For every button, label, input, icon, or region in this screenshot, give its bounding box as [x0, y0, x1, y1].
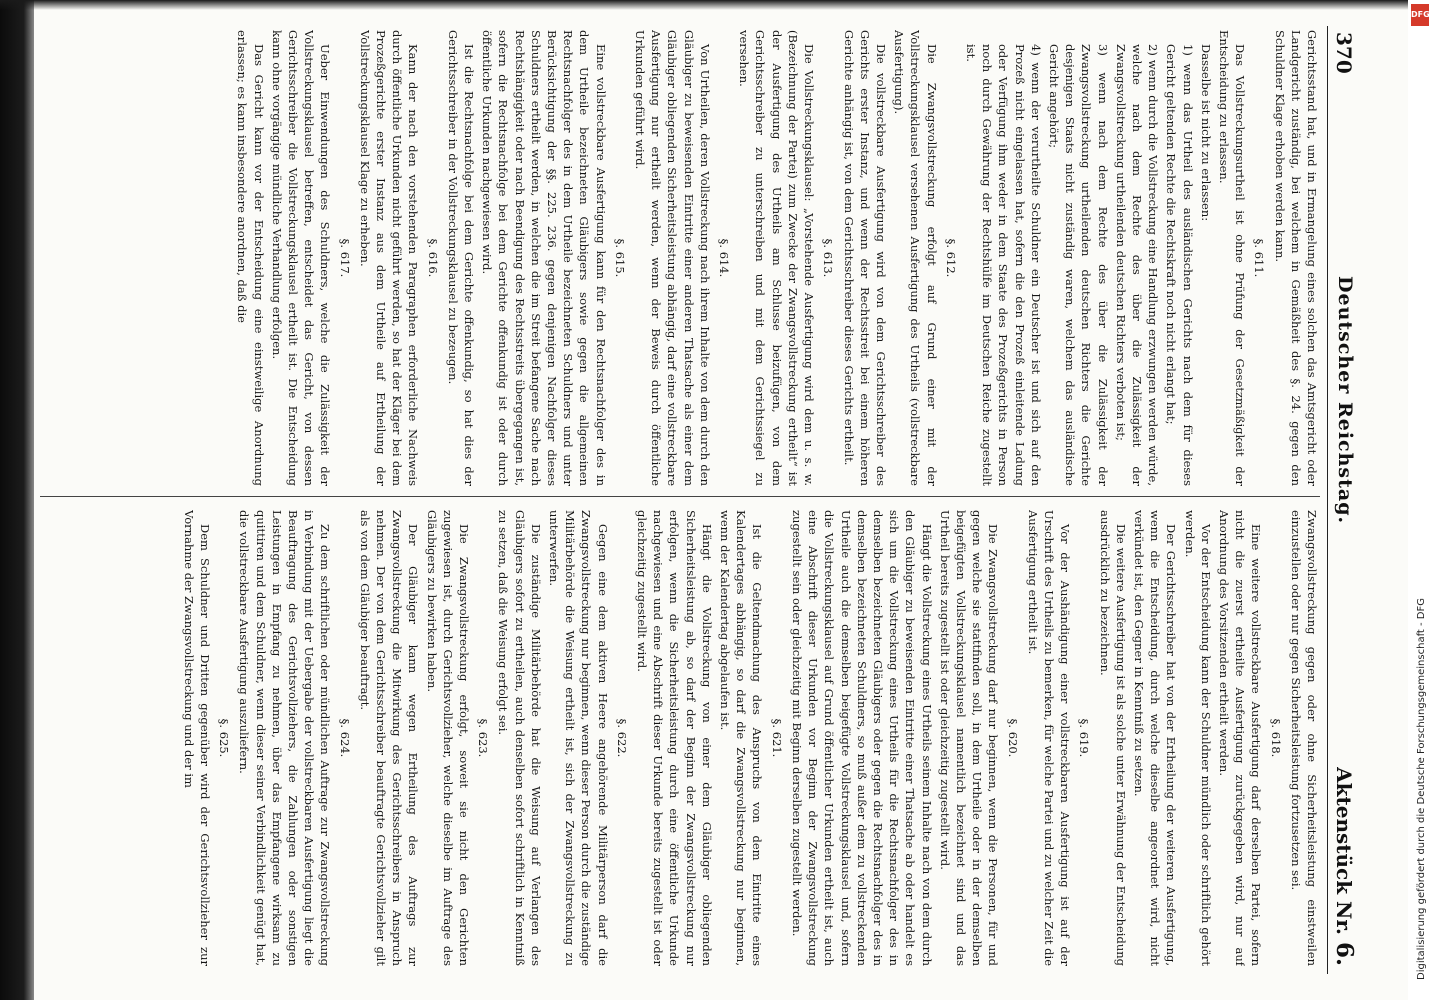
section-heading: §. 623.	[476, 718, 491, 758]
dfg-logo: DFG	[1411, 4, 1429, 26]
paragraph: Die Zwangsvollstreckung erfolgt, soweit sie nicht den Gerichten zugewiesen ist, durch Gerichtsvollzieher, welche dieselbe im Auftrage des Gläubigers zu bewirken haben.	[424, 510, 472, 966]
section-heading: §. 614.	[717, 238, 732, 278]
paragraph: Die vollstreckbare Ausfertigung wird von dem Gerichtsschreiber des Gerichts erster Instanz, und wenn der Rechtsstreit bei einem höheren Gerichte anhängig ist, von dem Gerichtsschreiber dieses Gerichts ertheilt.	[841, 30, 888, 486]
paragraph: Ist die Rechtsnachfolge bei dem Gerichte offenkundig, so hat dies der Gerichtsschreiber in der Vollstreckungsklausel zu bezeugen.	[445, 30, 477, 486]
paragraph: Gerichtsstand hat, und in Ermangelung eines solchen das Amtsgericht oder Landgericht zuständig, bei welchem in Gemäßheit des §. 24. gegen den Schuldner Klage erhoben werden kann.	[1272, 30, 1319, 486]
left-column	[40, 30, 1320, 486]
page-frame	[34, 26, 1364, 974]
paragraph: Gegen eine dem aktiven Heere angehörende Militärperson darf die Zwangsvollstreckung nur beginnen, wenn dieser Person durch die zuständige Militärbehörde die Weisung ertheilt ist, sich der Zwangsvollstreckung zu unterwerfen.	[547, 510, 610, 966]
document-number	[1331, 767, 1358, 966]
list-item: 2) wenn durch die Vollstreckung eine Handlung erzwungen werden würde, welche nach dem Rechte des über die Zulässigkeit der Zwangsvollstreckung urtheilenden deutschen Richters verboten ist;	[1113, 44, 1161, 486]
attribution-text: Digitalisierung gefördert durch die Deutsche Forschungsgemeinschaft - DFG	[1416, 597, 1427, 980]
paragraph: Das Gericht kann vor der Entscheidung eine einstweilige Anordnung erlassen; es kann insbesondere anordnen, daß die	[235, 30, 266, 486]
section-heading: §. 616.	[425, 238, 440, 278]
section-heading: §. 625.	[217, 718, 232, 758]
document-number-value: 6.	[1331, 941, 1358, 966]
paragraph: Von Urtheilen, deren Vollstreckung nach ihrem Inhalte von dem durch den Gläubiger zu beweisenden Eintritte einer anderen Thatsache als einer dem Gläubiger obliegenden Sicherheitsleistung abhängig, darf eine vollstreckbare Ausfertigung nur ertheilt werden, wenn der Beweis durch öffentliche Urkunden geführt wird.	[633, 30, 712, 486]
paragraph: Ueber Einwendungen des Schuldners, welche die Zulässigkeit der Vollstreckungsklausel betreffen, entscheidet das Gericht, von dessen Gerichtsschreiber die Vollstreckungsklausel ertheilt ist. Die Entscheidung kann ohne vorgängige mündliche Verhandlung erfolgen.	[269, 30, 333, 486]
paragraph: Vor der Aushändigung einer vollstreckbaren Ausfertigung ist auf der Urschrift des Urtheils zu bemerken, für welche Partei und zu welcher Zeit die Ausfertigung ertheilt ist.	[1025, 510, 1073, 966]
paragraph: Zwangsvollstreckung gegen oder ohne Sicherheitsleistung einstweilen einzustellen oder nur gegen Sicherheitsleistung fortzusetzen sei.	[1288, 510, 1319, 966]
paragraph: Eine weitere vollstreckbare Ausfertigung darf derselben Partei, sofern nicht die zuerst ertheilte Ausfertigung zurückgegeben wird, nur auf Anordnung des Vorsitzenden ertheilt werden.	[1216, 510, 1264, 966]
paragraph: Der Gläubiger kann wegen Ertheilung des Auftrags zur Zwangsvollstreckung die Mitwirkung des Gerichtsschreibers in Anspruch nehmen. Der von dem Gerichtsschreiber beauftragte Gerichtsvollzieher gilt als von dem Gläubiger beauftragt.	[357, 510, 421, 966]
paragraph: Eine vollstreckbare Ausfertigung kann für den Rechtsnachfolger des in dem Urtheile bezeichneten Gläubigers sowie gegen die allgemeinen Rechtsnachfolger des in dem Urtheile bezeichneten Schuldners und unter Berücksichtigung der §§. 225. 236. gegen denjenigen Nachfolger dieses Schuldners ertheilt werden, in welchen die im Streit befangene Sache nach Rechtshängigkeit oder nach Beendigung des Rechtsstreits übergegangen ist, sofern die Rechtsnachfolge bei dem Gerichte offenkundig ist oder durch öffentliche Urkunden nachgewiesen wird.	[480, 30, 608, 486]
section-heading: §. 615.	[612, 238, 627, 278]
paragraph: Ist die Geltendmachung des Anspruchs von dem Eintritte eines Kalendertages abhängig, so darf die Zwangsvollstreckung nur beginnen, wenn der Kalendertag abgelaufen ist.	[718, 510, 765, 966]
paragraph: Hängt die Vollstreckung von einer dem Gläubiger obliegenden Sicherheitsleistung ab, so darf der Beginn der Zwangsvollstreckung nur erfolgen, wenn die Sicherheitsleistung durch eine öffentliche Urkunde nachgewiesen und eine Abschrift dieser Urkunde bereits zugestellt ist oder gleichzeitig zugestellt wird.	[635, 510, 714, 966]
page-number: 370	[1332, 32, 1356, 74]
section-heading: §. 613.	[821, 238, 836, 278]
section-heading: §. 624.	[337, 718, 352, 758]
section-heading: §. 621.	[769, 718, 784, 758]
paragraph: Zu dem schriftlichen oder mündlichen Auftrage zur Zwangsvollstreckung in Verbindung mit der Uebergabe der vollstreckbaren Ausfertigung liegt die Beauftragung des Gerichtsvollziehers, die Zahlungen oder sonstigen Leistungen in Empfang zu nehmen, über das Empfangene wirksam zu quittiren und dem Schuldner, wenn dieser seiner Verbindlichkeit genügt hat, die vollstreckbare Ausfertigung auszuliefern.	[237, 510, 333, 966]
section-heading: §. 618.	[1268, 718, 1283, 758]
section-heading: §. 619.	[1077, 718, 1092, 758]
paragraph: Die Zwangsvollstreckung erfolgt auf Grund einer mit der Vollstreckungsklausel versehenen Ausfertigung des Urtheils (vollstreckbare Ausfertigung).	[892, 30, 939, 486]
paragraph: Die zuständige Militärbehörde hat die Weisung auf Verlangen des Gläubigers sofort zu ertheilen, auch denselben sofort schriftlich in Kenntniß zu setzen, daß die Weisung erfolgt sei.	[496, 510, 543, 966]
paragraph: Dasselbe ist nicht zu erlassen:	[1198, 44, 1213, 222]
paragraph: Kann der nach den vorstehenden Paragraphen erforderliche Nachweis durch öffentliche Urkunden nicht geführt werden, so hat der Kläger bei dem Prozeßgerichte erster Instanz aus dem Urtheile auf Ertheilung der Vollstreckungsklausel Klage zu erheben.	[357, 30, 421, 486]
paragraph: Der Gerichtsschreiber hat von der Ertheilung der weiteren Ausfertigung, wenn die Entscheidung, durch welche dieselbe angeordnet wird, nicht verkündet ist, den Gegner in Kenntniß zu setzen.	[1131, 510, 1179, 966]
paragraph: Dem Schuldner und Dritten gegenüber wird der Gerichtsvollzieher zur Vornahme der Zwangsvollstreckung und der im	[181, 510, 212, 966]
paragraph: Die Vollstreckungsklausel: „Vorstehende Ausfertigung wird dem u. s. w. (Bezeichnung der Partei) zum Zwecke der Zwangsvollstreckung ertheilt“ ist der Ausfertigung des Urtheils am Schlusse beizufügen, von dem Gerichtsschreiber zu unterschreiben und mit dem Gerichtssiegel zu versehen.	[737, 30, 817, 486]
section-heading: §. 612.	[943, 238, 958, 278]
section-heading: §. 611.	[1252, 238, 1267, 278]
page-header	[1327, 26, 1364, 974]
list-item: 4) wenn der verurtheilte Schuldner ein Deutscher ist und sich auf den Prozeß nicht eingelassen hat, sofern die den Prozeß einleitende Ladung oder Verfügung ihm weder in dem Staate des Prozeßgerichts in Person noch durch Gewährung der Rechtshülfe im Deutschen Reiche zugestellt ist.	[963, 44, 1043, 486]
paragraph: Vor der Entscheidung kann der Schuldner mündlich oder schriftlich gehört werden.	[1182, 510, 1213, 966]
paragraph: Die Zwangsvollstreckung darf nur beginnen, wenn die Personen, für und gegen welche sie stattfinden soll, in dem Urtheile oder in der demselben beigefügten Vollstreckungsklausel namentlich bezeichnet sind und das Urtheil bereits zugestellt ist oder gleichzeitig zugestellt wird.	[937, 510, 1001, 966]
list-item: 3) wenn nach dem Rechte des über die Zulässigkeit der Zwangsvollstreckung urtheilenden deutschen Richters die Gerichte desjenigen Staats nicht zuständig waren, welchem das ausländische Gericht angehört;	[1046, 44, 1110, 486]
running-title: Deutscher Reichstag.	[1334, 276, 1356, 525]
list-item: 1) wenn das Urtheil des ausländischen Gerichts nach dem für dieses Gericht geltenden Rechte die Rechtskraft noch nicht erlangt hat;	[1164, 44, 1195, 486]
section-heading: §. 620.	[1005, 718, 1020, 758]
paragraph: Das Vollstreckungsurtheil ist ohne Prüfung der Gesetzmäßigkeit der Entscheidung zu erlassen.	[1216, 30, 1248, 486]
section-heading: §. 622.	[614, 718, 629, 758]
paragraph: Die weitere Ausfertigung ist als solche unter Erwähnung der Entscheidung ausdrücklich zu bezeichnen.	[1097, 510, 1128, 966]
section-heading: §. 617.	[337, 238, 352, 278]
column-divider	[40, 496, 1320, 497]
paragraph: Hängt die Vollstreckung eines Urtheils seinem Inhalte nach von dem durch den Gläubiger zu beweisenden Eintritte einer Thatsache ab oder handelt es sich um die Vollstreckung eines Urtheils für die Rechtsnachfolger des in demselben bezeichneten Gläubigers oder gegen die Rechtsnachfolger des in demselben bezeichneten Schuldners, so muß außer dem zu vollstreckenden Urtheile auch die demselben beigefügte Vollstreckungsklausel und, sofern die Vollstreckungsklausel auf Grund öffentlicher Urkunden ertheilt ist, auch eine Abschrift dieser Urkunden vor Beginn der Zwangsvollstreckung zugestellt sein oder gleichzeitig mit Beginn derselben zugestellt werden.	[789, 510, 934, 966]
document-label: Aktenstück Nr.	[1332, 767, 1356, 936]
right-column	[40, 510, 1320, 966]
